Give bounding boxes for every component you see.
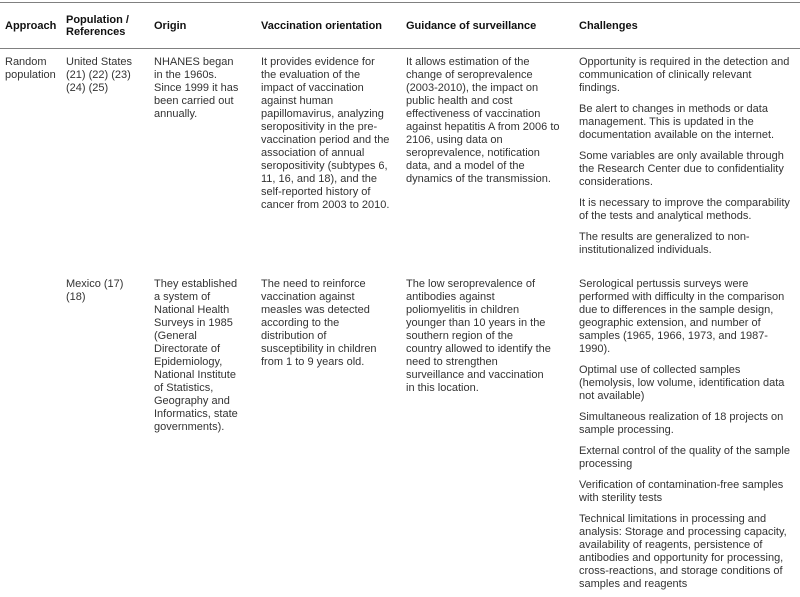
cell-origin: They established a system of National Health Surveys in 1985 (General Directorate of Epidemiology, National Institute of Statistics, Geography and Informatics, state governments).: [154, 278, 238, 433]
challenge-paragraph: Serological pertussis surveys were performed with difficulty in the comparison due to differences in the sample design, geographic extension, and number of samples (1965, 1966, 1973, and 1987-1990).: [579, 278, 785, 355]
challenge-paragraph: The results are generalized to non-institutionalized individuals.: [579, 231, 750, 256]
challenge-paragraph: Optimal use of collected samples (hemolysis, low volume, identification data not available): [579, 364, 785, 402]
header-guidance-of-surveillance: Guidance of surveillance: [402, 3, 575, 49]
cell-guidance-of-surveillance: The low seroprevalence of antibodies against poliomyelitis in children younger than 10 years in the southern region of the country allowed to identify the need to strengthen surveillance and vaccination in this location.: [406, 278, 551, 394]
header-vaccination-orientation: Vaccination orientation: [257, 3, 402, 49]
challenge-paragraph: Simultaneous realization of 18 projects on sample processing.: [579, 411, 784, 436]
challenge-paragraph: It is necessary to improve the comparability of the tests and analytical methods.: [579, 197, 790, 222]
header-origin: Origin: [150, 3, 257, 49]
cell-guidance-of-surveillance: It allows estimation of the change of seroprevalence (2003-2010), the impact on public health and cost effectiveness of vaccination against hepatitis A from 2006 to 2106, using data on seroprevalence, notification data, and a model of the dynamics of the transmission.: [406, 56, 560, 185]
cell-challenges: [575, 271, 800, 597]
cell-origin: NHANES began in the 1960s. Since 1999 it has been carried out annually.: [154, 56, 239, 120]
challenge-paragraph: Verification of contamination-free samples with sterility tests: [579, 479, 784, 504]
challenge-paragraph: Opportunity is required in the detection and communication of clinically relevant findings.: [579, 56, 790, 94]
table-header-row: [0, 3, 800, 49]
challenge-paragraph: Some variables are only available through the Research Center due to confidentiality considerations.: [579, 150, 784, 188]
serosurvey-comparison-table: [0, 2, 800, 597]
challenge-paragraph: Be alert to changes in methods or data management. This is updated in the documentation available on the internet.: [579, 103, 775, 141]
header-approach: Approach: [0, 3, 62, 49]
header-challenges: Challenges: [575, 3, 800, 49]
cell-vaccination-orientation: The need to reinforce vaccination against measles was detected according to the distribution of susceptibility in children from 1 to 9 years old.: [261, 278, 377, 368]
table-row-united-states: [0, 49, 800, 272]
cell-vaccination-orientation: It provides evidence for the evaluation of the impact of vaccination against human papillomavirus, analyzing seropositivity in the pre-vaccination period and the association of annual seropositivity (subtypes 6, 11, 16, and 18), and the self-reported history of cancer from 2003 to 2010.: [261, 56, 390, 211]
cell-challenges: [575, 49, 800, 272]
cell-population-references: Mexico (17) (18): [66, 278, 124, 303]
challenge-paragraph: External control of the quality of the sample processing: [579, 445, 790, 470]
table-row-mexico: [0, 271, 800, 597]
header-population-references: Population / References: [62, 3, 150, 49]
paper-table-page: [0, 2, 800, 597]
cell-approach: [0, 271, 62, 597]
challenge-paragraph: Technical limitations in processing and analysis: Storage and processing capacity, availability of reagents, persistence of antibodies and opportunity for processing, cross-reactions, and storage conditions of samples and reagents: [579, 513, 787, 590]
cell-approach: Random population: [5, 56, 56, 81]
cell-population-references: United States (21) (22) (23) (24) (25): [66, 56, 133, 94]
